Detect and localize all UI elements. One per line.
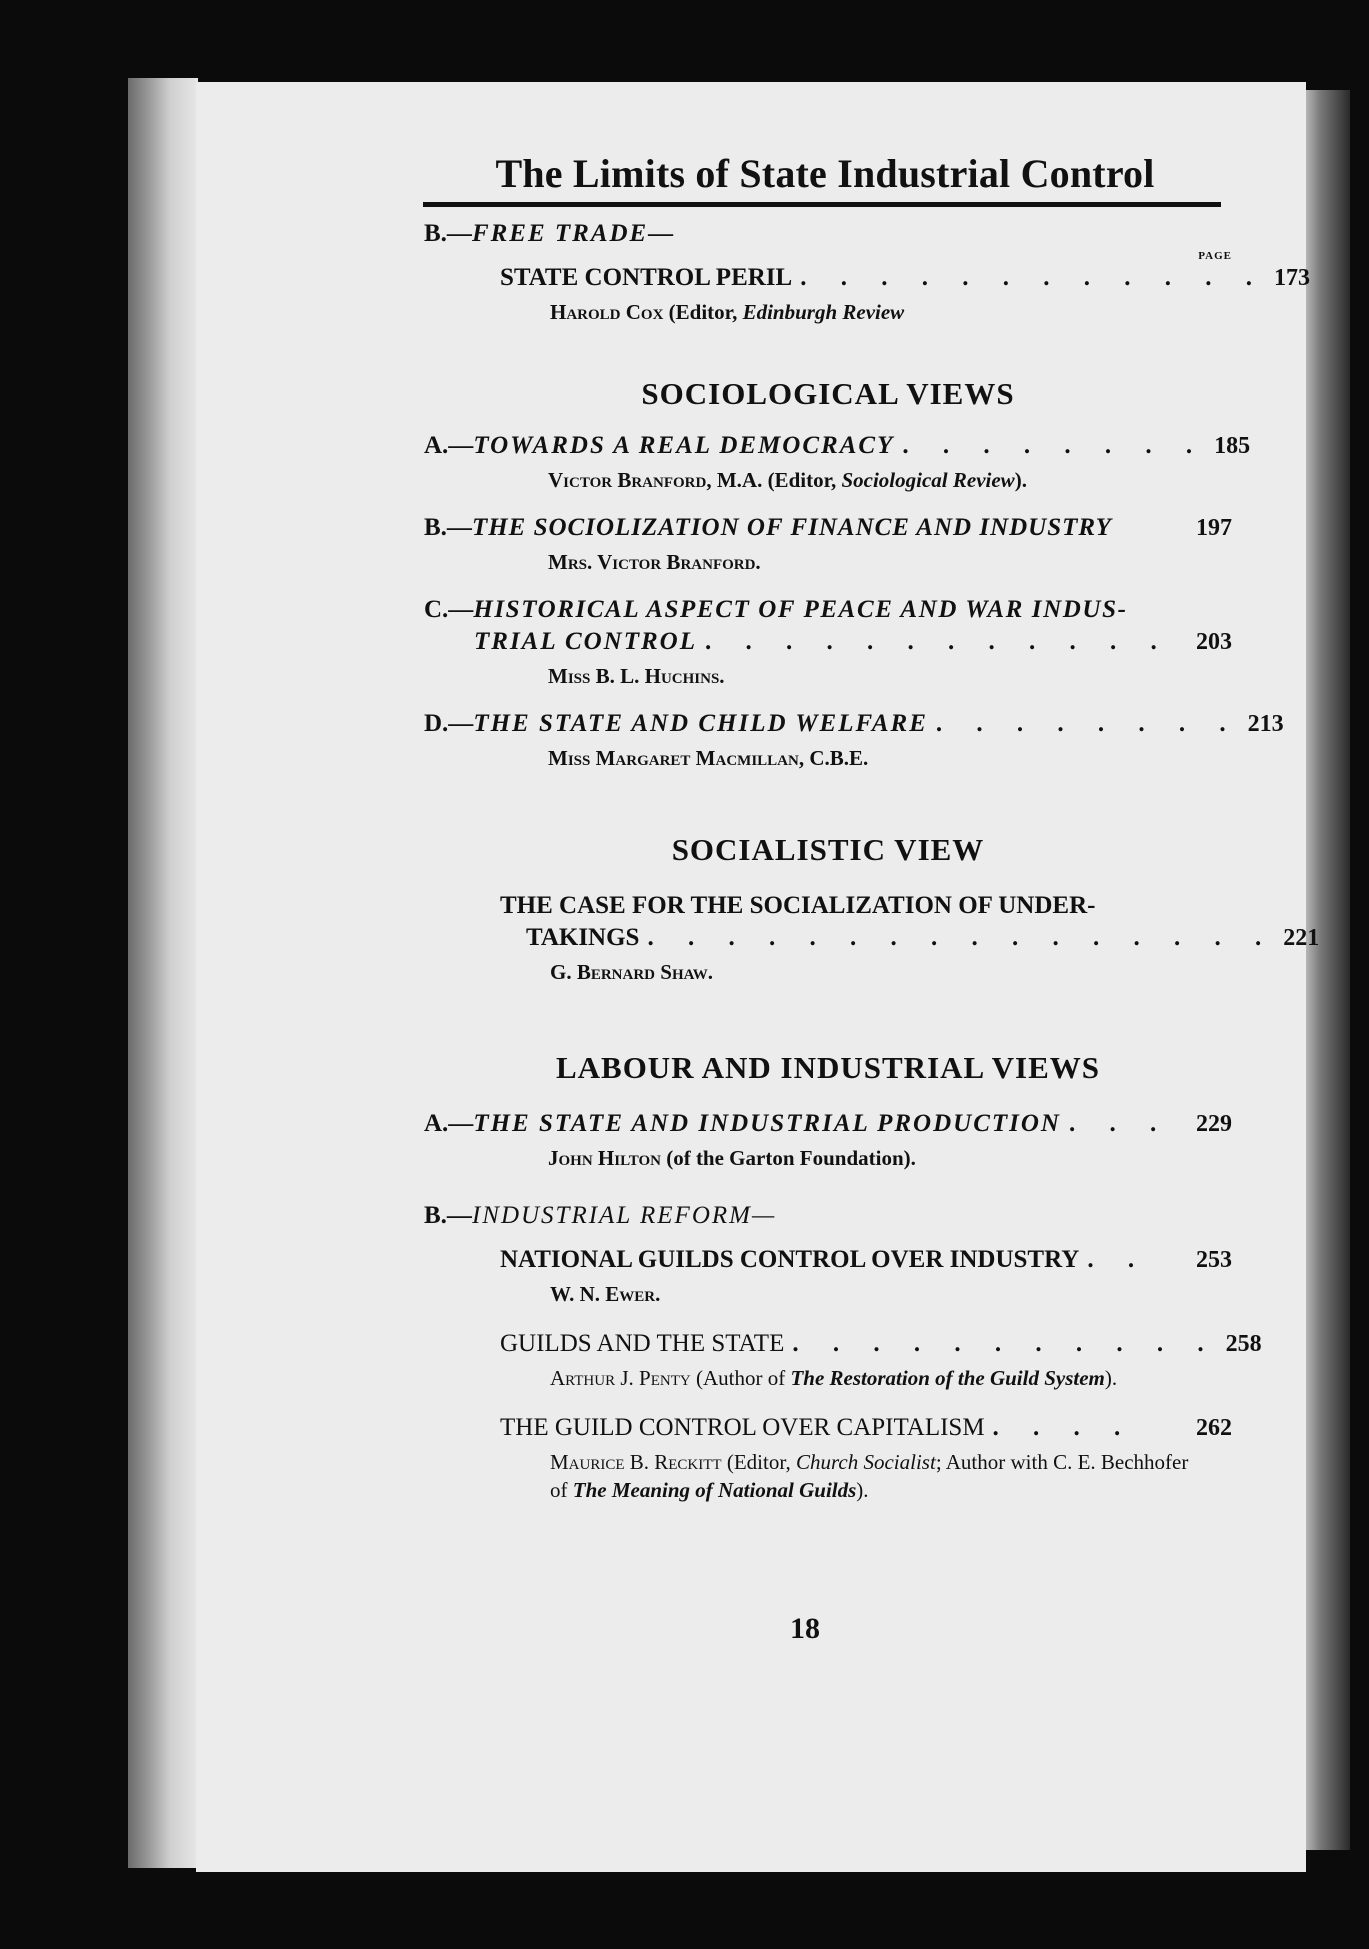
industrial-reform-heading: B.—INDUSTRIAL REFORM— [424,1202,777,1229]
entry-author: John Hilton (of the Garton Foundation). [548,1146,916,1170]
entry-author: G. Bernard Shaw. [550,960,714,984]
entry-page: 197 [1196,515,1232,541]
entry-page: 229 [1196,1111,1232,1137]
toc-entry-child-welfare[interactable]: D.—THE STATE AND CHILD WELFARE . . . . . . . . 213 Miss Margaret Macmillan, C.B.E. [424,710,1284,770]
entry-author: Victor Branford, M.A. (Editor, Sociological Review). [548,468,1027,492]
entry-author: Mrs. Victor Branford. [548,550,761,574]
page-edge-left [128,78,198,1868]
entry-page: 173 [1273,265,1310,291]
toc-entry-guild-capitalism[interactable]: THE GUILD CONTROL OVER CAPITALISM . . . . 262 Maurice B. Reckitt (Editor, Church Socialist; Author with C. E. Bechhofer of The Meaning of National Guilds). [500,1414,1232,1502]
toc-entry-historical-aspect[interactable]: C.—HISTORICAL ASPECT OF PEACE AND WAR INDUS- TRIAL CONTROL . . . . . . . . . . . . 203 Miss B. L. Huchins. [424,596,1232,688]
entry-page: 213 [1247,711,1284,737]
free-trade-heading: B.—FREE TRADE— [424,220,676,247]
toc-entry-real-democracy[interactable]: A.—TOWARDS A REAL DEMOCRACY . . . . . . . . 185 Victor Branford, M.A. (Editor, Sociological Review). [424,432,1251,492]
sociological-views-heading: SOCIOLOGICAL VIEWS [641,376,1015,411]
socialistic-view-heading: SOCIALISTIC VIEW [671,832,985,867]
entry-page: 258 [1225,1331,1262,1357]
labour-industrial-views-heading: LABOUR AND INDUSTRIAL VIEWS [555,1050,1101,1085]
page-column-label: PAGE [1198,250,1232,262]
page-edge-right [1300,90,1350,1850]
contents-column [424,220,1320,1504]
entry-author: Miss Margaret Macmillan, C.B.E. [548,746,869,770]
entry-page: 203 [1196,629,1232,655]
entry-author: Arthur J. Penty (Author of The Restoration of the Guild System). [550,1366,1118,1390]
page-number: 18 [790,1612,820,1645]
toc-entry-socialization[interactable]: THE CASE FOR THE SOCIALIZATION OF UNDER- TAKINGS . . . . . . . . . . . . . . . . 221 G. Bernard Shaw. [500,892,1320,984]
toc-entry-national-guilds[interactable]: NATIONAL GUILDS CONTROL OVER INDUSTRY . . 253 W. N. Ewer. [500,1246,1232,1306]
entry-page: 185 [1214,433,1251,459]
entry-author: Miss B. L. Huchins. [548,664,725,688]
running-head: The Limits of State Industrial Control [495,151,1155,196]
head-rule [423,202,1221,207]
entry-author: Harold Cox (Editor, Edinburgh Review [550,300,905,324]
toc-entry-industrial-production[interactable]: A.—THE STATE AND INDUSTRIAL PRODUCTION . . . 229 John Hilton (of the Garton Foundation). [424,1110,1232,1170]
toc-entry-guilds-state[interactable]: GUILDS AND THE STATE . . . . . . . . . . . 258 Arthur J. Penty (Author of The Restoration of the Guild System). [500,1330,1262,1390]
toc-entry-state-control-peril[interactable]: STATE CONTROL PERIL . . . . . . . . . . . . 173 Harold Cox (Editor, Edinburgh Review [500,264,1310,324]
entry-page: 221 [1283,925,1320,951]
entry-page: 262 [1196,1415,1232,1441]
entry-author: Maurice B. Reckitt (Editor, Church Socialist; Author with C. E. Bechhofer of The Meaning of National Guilds). [550,1450,1189,1502]
entry-author: W. N. Ewer. [550,1282,661,1306]
toc-entry-sociolization[interactable]: B.—THE SOCIOLIZATION OF FINANCE AND INDUSTRY 197 Mrs. Victor Branford. [424,514,1232,574]
entry-page: 253 [1196,1247,1232,1273]
